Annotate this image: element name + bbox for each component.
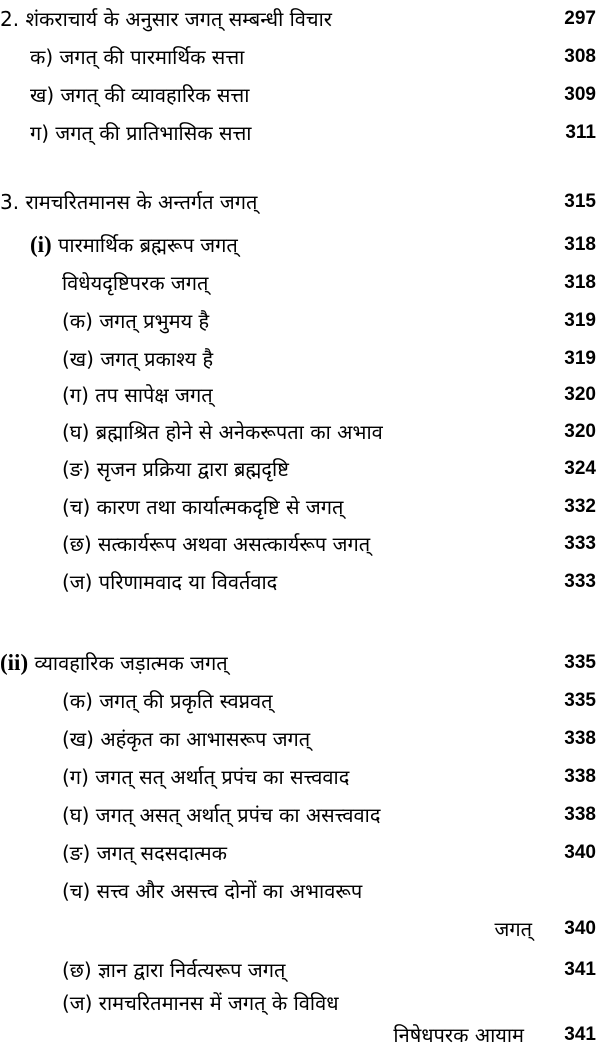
toc-page-number: 340 xyxy=(564,842,596,863)
toc-item-text: (ख) अहंकृत का आभासरूप जगत् xyxy=(62,727,311,751)
toc-item-text: ख) जगत् की व्यावहारिक सत्ता xyxy=(30,83,250,107)
toc-item xyxy=(0,796,600,834)
toc-subheading-i xyxy=(0,226,600,264)
toc-item xyxy=(0,525,600,563)
toc-item xyxy=(0,340,600,378)
toc-item-text: (ङ) सृजन प्रक्रिया द्वारा ब्रह्मदृष्टि xyxy=(62,457,289,481)
toc-subheading-text xyxy=(0,644,228,682)
toc-page-number: 319 xyxy=(564,310,596,331)
toc-item xyxy=(0,720,600,758)
toc-page-number: 308 xyxy=(564,46,596,67)
toc-heading-text: 2. शंकराचार्य के अनुसार जगत् सम्बन्धी विचार xyxy=(0,7,332,31)
toc-page-number: 332 xyxy=(564,496,596,517)
toc-item xyxy=(0,450,600,488)
toc-page-number: 340 xyxy=(564,918,596,939)
toc-item-text: (ज) परिणामवाद या विवर्तवाद xyxy=(62,570,278,594)
toc-page-number: 338 xyxy=(564,728,596,749)
toc-item-text: (ग) तप सापेक्ष जगत् xyxy=(62,383,213,407)
toc-heading-3 xyxy=(0,183,600,221)
toc-item xyxy=(0,758,600,796)
toc-item-text: ग) जगत् की प्रातिभासिक सत्ता xyxy=(30,121,252,145)
toc-page-number: 319 xyxy=(564,348,596,369)
toc-page-number: 335 xyxy=(564,652,596,673)
toc-page-number: 338 xyxy=(564,804,596,825)
toc-item-text: (ग) जगत् सत् अर्थात् प्रपंच का सत्त्ववाद xyxy=(62,765,350,789)
toc-page-number: 297 xyxy=(564,8,596,29)
toc-item xyxy=(0,76,600,114)
toc-item-text: विधेयदृष्टिपरक जगत् xyxy=(62,271,209,295)
toc-item xyxy=(0,264,600,302)
toc-item xyxy=(0,302,600,340)
toc-item-text: (ङ) जगत् सदसदात्मक xyxy=(62,841,227,865)
toc-item xyxy=(0,488,600,526)
toc-item xyxy=(0,834,600,872)
toc-item-text: (ज) रामचरितमानस में जगत् के विविध xyxy=(62,991,339,1015)
toc-item-text: (घ) ब्रह्माश्रित होने से अनेकरूपता का अभाव xyxy=(62,420,383,444)
toc-page-number: 318 xyxy=(564,272,596,293)
toc-item-text: (च) कारण तथा कार्यात्मकदृष्टि से जगत् xyxy=(62,495,344,519)
toc-item xyxy=(0,114,600,152)
toc-page-number: 318 xyxy=(564,234,596,255)
toc-subheading-ii xyxy=(0,644,600,682)
toc-item xyxy=(0,563,600,601)
subheading-label: व्यावहारिक जड़ात्मक जगत् xyxy=(28,651,228,675)
subheading-label: पारमार्थिक ब्रह्मरूप जगत् xyxy=(51,233,238,257)
toc-subheading-text xyxy=(30,226,238,264)
toc-item-text: (ख) जगत् प्रकाश्य है xyxy=(62,347,214,371)
toc-page-number: 320 xyxy=(564,384,596,405)
toc-item-text: (क) जगत् प्रभुमय है xyxy=(62,309,210,333)
toc-item-text: (च) सत्त्व और असत्त्व दोनों का अभावरूप xyxy=(62,879,363,903)
toc-page-number: 320 xyxy=(564,421,596,442)
toc-item-text: निषेधपरक आयाम xyxy=(393,1023,524,1047)
toc-page-number: 335 xyxy=(564,690,596,711)
toc-item xyxy=(0,682,600,720)
toc-page-number: 315 xyxy=(564,191,596,212)
toc-page-number: 333 xyxy=(564,571,596,592)
toc-heading-2 xyxy=(0,0,600,38)
toc-page-number: 333 xyxy=(564,533,596,554)
toc-item xyxy=(0,376,600,414)
toc-item-continuation xyxy=(0,910,600,948)
toc-page-number: 341 xyxy=(564,1024,596,1045)
toc-item-text: क) जगत् की पारमार्थिक सत्ता xyxy=(30,45,245,69)
toc-item-continuation xyxy=(0,1016,600,1054)
toc-item-text: जगत् xyxy=(494,917,532,941)
toc-heading-text: 3. रामचरितमानस के अन्तर्गत जगत् xyxy=(0,190,258,214)
toc-item xyxy=(0,38,600,76)
toc-item-text: (क) जगत् की प्रकृति स्वप्नवत् xyxy=(62,689,273,713)
toc-page-number: 309 xyxy=(564,84,596,105)
toc-page-number: 338 xyxy=(564,766,596,787)
toc-item xyxy=(0,413,600,451)
toc-page-number: 341 xyxy=(564,959,596,980)
toc-item-text: (घ) जगत् असत् अर्थात् प्रपंच का असत्त्ववाद xyxy=(62,803,381,827)
roman-numeral: (ii) xyxy=(0,650,29,675)
toc-page-number: 324 xyxy=(564,458,596,479)
roman-numeral: (i) xyxy=(30,232,52,257)
toc-item xyxy=(0,872,600,910)
toc-item-text: (छ) ज्ञान द्वारा निर्वत्यरूप जगत् xyxy=(62,958,286,982)
toc-item-text: (छ) सत्कार्यरूप अथवा असत्कार्यरूप जगत् xyxy=(62,532,371,556)
toc-page-number: 311 xyxy=(565,122,596,143)
